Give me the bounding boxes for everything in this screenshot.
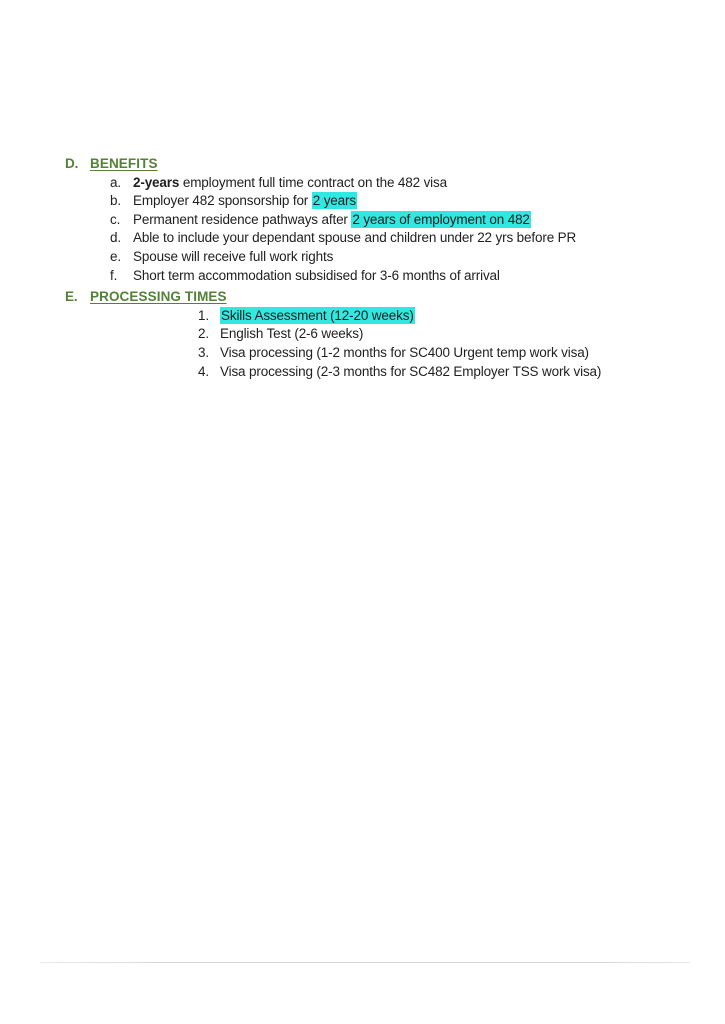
page-divider-line <box>40 962 690 963</box>
list-item <box>65 248 695 267</box>
list-item <box>65 363 695 382</box>
section-title: BENEFITS <box>90 156 158 171</box>
item-text <box>220 307 415 326</box>
section-benefits <box>65 155 695 285</box>
section-processing-times <box>65 288 695 381</box>
list-marker: 3. <box>198 344 209 360</box>
section-heading-processing-times <box>65 288 695 307</box>
section-title: PROCESSING TIMES <box>90 289 227 305</box>
processing-times-list <box>65 307 695 381</box>
item-text: Able to include your dependant spouse and children under 22 yrs before PR <box>133 230 577 246</box>
document-content <box>65 155 695 381</box>
item-text: Visa processing (2-3 months for SC482 Employer TSS work visa) <box>220 363 602 379</box>
list-marker: 4. <box>198 363 209 379</box>
list-item <box>65 174 695 193</box>
list-item <box>65 325 695 344</box>
list-item <box>65 211 695 230</box>
item-text: Spouse will receive full work rights <box>133 248 334 264</box>
bold-text: 2-years <box>133 174 180 190</box>
list-marker: e. <box>110 248 121 264</box>
list-item <box>65 267 695 286</box>
list-item <box>65 229 695 248</box>
item-text: Permanent residence pathways after 2 years of employment on 482 <box>133 211 530 227</box>
list-item <box>65 344 695 363</box>
item-text: Visa processing (1-2 months for SC400 Urgent temp work visa) <box>220 344 589 360</box>
list-marker: f. <box>110 267 118 283</box>
section-label: D. <box>65 156 79 171</box>
list-marker: c. <box>110 211 121 227</box>
list-item <box>65 192 695 211</box>
item-text: Short term accommodation subsidised for 3-6 months of arrival <box>133 267 500 283</box>
item-text: 2-years employment full time contract on the 482 visa <box>133 174 447 190</box>
item-text: English Test (2-6 weeks) <box>220 326 364 342</box>
highlighted-text: 2 years of employment on 482 <box>352 211 530 227</box>
list-item <box>65 307 695 326</box>
list-marker: a. <box>110 174 121 190</box>
item-text: Employer 482 sponsorship for 2 years <box>133 193 356 209</box>
section-heading-benefits <box>65 155 695 174</box>
highlighted-text: 2 years <box>312 193 356 209</box>
benefits-list <box>65 174 695 286</box>
list-marker: 1. <box>198 307 209 323</box>
highlighted-text: Skills Assessment (12-20 weeks) <box>221 307 414 323</box>
section-label: E. <box>65 289 78 305</box>
list-marker: 2. <box>198 326 209 342</box>
list-marker: b. <box>110 193 121 209</box>
list-marker: d. <box>110 230 121 246</box>
